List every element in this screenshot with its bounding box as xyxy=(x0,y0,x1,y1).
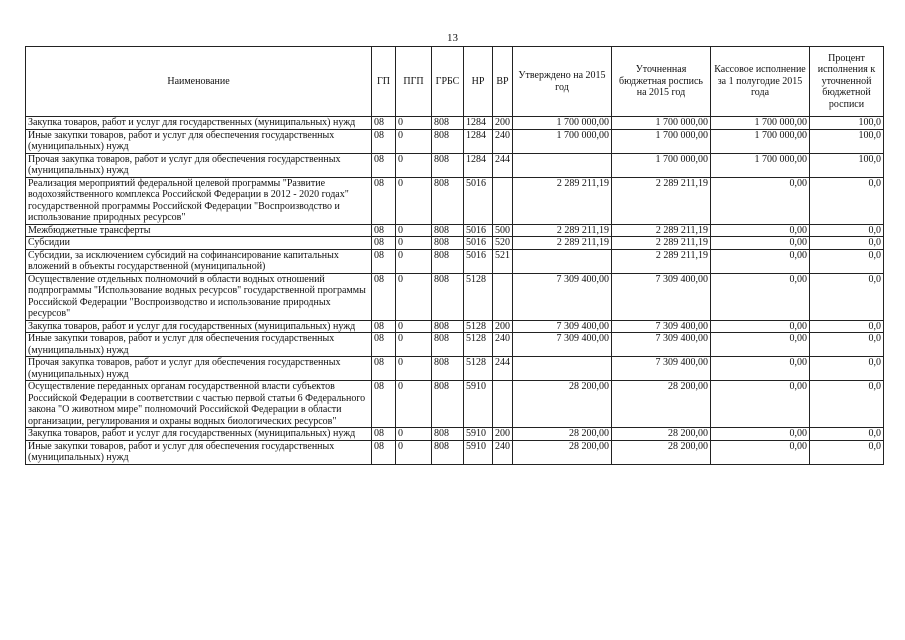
cell-name: Закупка товаров, работ и услуг для государственных (муниципальных) нужд xyxy=(26,320,372,333)
cell-cash: 0,00 xyxy=(711,440,810,464)
cell-name: Прочая закупка товаров, работ и услуг для обеспечения государственных (муниципальных) нужд xyxy=(26,153,372,177)
cell-vr: 520 xyxy=(493,237,513,250)
cell-name: Иные закупки товаров, работ и услуг для обеспечения государственных (муниципальных) нужд xyxy=(26,129,372,153)
table-row xyxy=(26,440,884,464)
cell-cash: 0,00 xyxy=(711,224,810,237)
header-vr: ВР xyxy=(493,47,513,117)
cell-approved: 2 289 211,19 xyxy=(513,177,612,224)
cell-name: Закупка товаров, работ и услуг для государственных (муниципальных) нужд xyxy=(26,428,372,441)
cell-revised: 7 309 400,00 xyxy=(612,357,711,381)
cell-pct: 0,0 xyxy=(810,249,884,273)
cell-approved: 7 309 400,00 xyxy=(513,333,612,357)
page-number: 13 xyxy=(447,32,458,44)
cell-vr: 500 xyxy=(493,224,513,237)
table-row xyxy=(26,273,884,320)
cell-np: 5128 xyxy=(464,333,493,357)
cell-pgp: 0 xyxy=(396,428,432,441)
cell-vr: 240 xyxy=(493,440,513,464)
cell-pgp: 0 xyxy=(396,273,432,320)
cell-vr: 521 xyxy=(493,249,513,273)
table-row xyxy=(26,224,884,237)
cell-name: Иные закупки товаров, работ и услуг для обеспечения государственных (муниципальных) нужд xyxy=(26,333,372,357)
cell-pct: 0,0 xyxy=(810,224,884,237)
cell-revised: 2 289 211,19 xyxy=(612,237,711,250)
cell-name: Иные закупки товаров, работ и услуг для обеспечения государственных (муниципальных) нужд xyxy=(26,440,372,464)
cell-pct: 0,0 xyxy=(810,428,884,441)
cell-pgp: 0 xyxy=(396,381,432,428)
table-row xyxy=(26,320,884,333)
cell-np: 5128 xyxy=(464,273,493,320)
cell-cash: 1 700 000,00 xyxy=(711,117,810,130)
cell-revised: 28 200,00 xyxy=(612,440,711,464)
cell-cash: 0,00 xyxy=(711,320,810,333)
cell-vr: 244 xyxy=(493,357,513,381)
cell-cash: 1 700 000,00 xyxy=(711,153,810,177)
table-body xyxy=(26,117,884,465)
cell-approved xyxy=(513,249,612,273)
cell-gp: 08 xyxy=(372,357,396,381)
cell-pgp: 0 xyxy=(396,320,432,333)
cell-revised: 2 289 211,19 xyxy=(612,177,711,224)
cell-grbs: 808 xyxy=(432,273,464,320)
header-pgp: ПГП xyxy=(396,47,432,117)
cell-gp: 08 xyxy=(372,129,396,153)
cell-cash: 0,00 xyxy=(711,428,810,441)
header-grbs: ГРБС xyxy=(432,47,464,117)
table-row xyxy=(26,117,884,130)
cell-approved xyxy=(513,153,612,177)
cell-approved: 1 700 000,00 xyxy=(513,117,612,130)
cell-np: 5910 xyxy=(464,381,493,428)
cell-gp: 08 xyxy=(372,333,396,357)
budget-execution-table xyxy=(25,46,884,465)
cell-revised: 2 289 211,19 xyxy=(612,249,711,273)
cell-pct: 0,0 xyxy=(810,237,884,250)
cell-gp: 08 xyxy=(372,320,396,333)
table-header-row xyxy=(26,47,884,117)
cell-vr: 200 xyxy=(493,320,513,333)
cell-gp: 08 xyxy=(372,249,396,273)
cell-pgp: 0 xyxy=(396,224,432,237)
cell-cash: 0,00 xyxy=(711,177,810,224)
cell-gp: 08 xyxy=(372,428,396,441)
table-row xyxy=(26,381,884,428)
cell-grbs: 808 xyxy=(432,381,464,428)
cell-approved: 28 200,00 xyxy=(513,381,612,428)
header-cash: Кассовое исполнение за 1 полугодие 2015 года xyxy=(711,47,810,117)
cell-cash: 0,00 xyxy=(711,357,810,381)
cell-name: Осуществление отдельных полномочий в области водных отношений подпрограммы "Использование водных ресурсов" государственной программы Российской Федерации "Воспроизводство и использование природных ресурсов" xyxy=(26,273,372,320)
cell-cash: 0,00 xyxy=(711,237,810,250)
cell-name: Закупка товаров, работ и услуг для государственных (муниципальных) нужд xyxy=(26,117,372,130)
header-approved: Утверждено на 2015 год xyxy=(513,47,612,117)
cell-pct: 100,0 xyxy=(810,153,884,177)
cell-grbs: 808 xyxy=(432,249,464,273)
cell-cash: 0,00 xyxy=(711,333,810,357)
header-name: Наименование xyxy=(26,47,372,117)
cell-np: 5016 xyxy=(464,177,493,224)
cell-np: 1284 xyxy=(464,129,493,153)
header-np: НР xyxy=(464,47,493,117)
cell-pgp: 0 xyxy=(396,117,432,130)
cell-revised: 7 309 400,00 xyxy=(612,320,711,333)
cell-np: 5016 xyxy=(464,224,493,237)
cell-pct: 100,0 xyxy=(810,117,884,130)
cell-grbs: 808 xyxy=(432,237,464,250)
cell-pct: 0,0 xyxy=(810,381,884,428)
cell-revised: 1 700 000,00 xyxy=(612,129,711,153)
cell-gp: 08 xyxy=(372,237,396,250)
cell-np: 5128 xyxy=(464,357,493,381)
cell-vr: 240 xyxy=(493,129,513,153)
cell-np: 5910 xyxy=(464,440,493,464)
cell-revised: 28 200,00 xyxy=(612,428,711,441)
cell-grbs: 808 xyxy=(432,129,464,153)
cell-pgp: 0 xyxy=(396,129,432,153)
cell-revised: 1 700 000,00 xyxy=(612,153,711,177)
cell-name: Субсидии, за исключением субсидий на софинансирование капитальных вложений в объекты государственной (муниципальной) xyxy=(26,249,372,273)
cell-grbs: 808 xyxy=(432,440,464,464)
cell-grbs: 808 xyxy=(432,333,464,357)
cell-revised: 1 700 000,00 xyxy=(612,117,711,130)
cell-revised: 2 289 211,19 xyxy=(612,224,711,237)
cell-gp: 08 xyxy=(372,153,396,177)
cell-cash: 1 700 000,00 xyxy=(711,129,810,153)
cell-vr xyxy=(493,381,513,428)
cell-approved: 28 200,00 xyxy=(513,428,612,441)
cell-np: 5910 xyxy=(464,428,493,441)
cell-pgp: 0 xyxy=(396,333,432,357)
cell-pct: 0,0 xyxy=(810,273,884,320)
cell-name: Прочая закупка товаров, работ и услуг для обеспечения государственных (муниципальных) нужд xyxy=(26,357,372,381)
cell-grbs: 808 xyxy=(432,224,464,237)
cell-pgp: 0 xyxy=(396,237,432,250)
cell-pgp: 0 xyxy=(396,249,432,273)
cell-np: 5016 xyxy=(464,237,493,250)
cell-approved: 7 309 400,00 xyxy=(513,273,612,320)
cell-pgp: 0 xyxy=(396,153,432,177)
cell-vr: 244 xyxy=(493,153,513,177)
cell-gp: 08 xyxy=(372,273,396,320)
cell-gp: 08 xyxy=(372,381,396,428)
cell-approved: 2 289 211,19 xyxy=(513,237,612,250)
cell-gp: 08 xyxy=(372,440,396,464)
table-row xyxy=(26,249,884,273)
cell-pct: 100,0 xyxy=(810,129,884,153)
cell-vr: 240 xyxy=(493,333,513,357)
table-row xyxy=(26,177,884,224)
cell-approved: 1 700 000,00 xyxy=(513,129,612,153)
cell-pgp: 0 xyxy=(396,357,432,381)
cell-gp: 08 xyxy=(372,117,396,130)
cell-grbs: 808 xyxy=(432,153,464,177)
cell-name: Осуществление переданных органам государственной власти субъектов Российской Федерации в соответствии с частью первой статьи 6 Федерального закона "О животном мире" полномочий Российской Федерации в области организации, регулирования и охраны водных биологических ресурсов" xyxy=(26,381,372,428)
cell-approved: 7 309 400,00 xyxy=(513,320,612,333)
table-row xyxy=(26,333,884,357)
cell-vr xyxy=(493,177,513,224)
cell-pct: 0,0 xyxy=(810,357,884,381)
cell-grbs: 808 xyxy=(432,428,464,441)
cell-np: 5128 xyxy=(464,320,493,333)
cell-vr: 200 xyxy=(493,428,513,441)
cell-grbs: 808 xyxy=(432,320,464,333)
cell-pct: 0,0 xyxy=(810,440,884,464)
cell-cash: 0,00 xyxy=(711,273,810,320)
cell-approved: 2 289 211,19 xyxy=(513,224,612,237)
cell-cash: 0,00 xyxy=(711,381,810,428)
cell-gp: 08 xyxy=(372,224,396,237)
cell-approved: 28 200,00 xyxy=(513,440,612,464)
cell-np: 5016 xyxy=(464,249,493,273)
cell-approved xyxy=(513,357,612,381)
header-pct: Процент исполнения к уточненной бюджетной росписи xyxy=(810,47,884,117)
cell-np: 1284 xyxy=(464,153,493,177)
cell-grbs: 808 xyxy=(432,117,464,130)
header-gp: ГП xyxy=(372,47,396,117)
cell-name: Реализация мероприятий федеральной целевой программы "Развитие водохозяйственного комплекса Российской Федерации в 2012 - 2020 годах" государственной программы Российской Федерации "Воспроизводство и использование природных ресурсов" xyxy=(26,177,372,224)
cell-vr: 200 xyxy=(493,117,513,130)
cell-vr xyxy=(493,273,513,320)
cell-revised: 7 309 400,00 xyxy=(612,273,711,320)
cell-pct: 0,0 xyxy=(810,320,884,333)
table-row xyxy=(26,357,884,381)
table-row xyxy=(26,237,884,250)
table-row xyxy=(26,129,884,153)
cell-pgp: 0 xyxy=(396,440,432,464)
cell-pct: 0,0 xyxy=(810,177,884,224)
cell-grbs: 808 xyxy=(432,357,464,381)
cell-name: Субсидии xyxy=(26,237,372,250)
cell-np: 1284 xyxy=(464,117,493,130)
cell-name: Межбюджетные трансферты xyxy=(26,224,372,237)
cell-revised: 7 309 400,00 xyxy=(612,333,711,357)
cell-cash: 0,00 xyxy=(711,249,810,273)
table-row xyxy=(26,428,884,441)
cell-pgp: 0 xyxy=(396,177,432,224)
table-row xyxy=(26,153,884,177)
header-revised: Уточненная бюджетная роспись на 2015 год xyxy=(612,47,711,117)
cell-gp: 08 xyxy=(372,177,396,224)
cell-pct: 0,0 xyxy=(810,333,884,357)
cell-revised: 28 200,00 xyxy=(612,381,711,428)
cell-grbs: 808 xyxy=(432,177,464,224)
